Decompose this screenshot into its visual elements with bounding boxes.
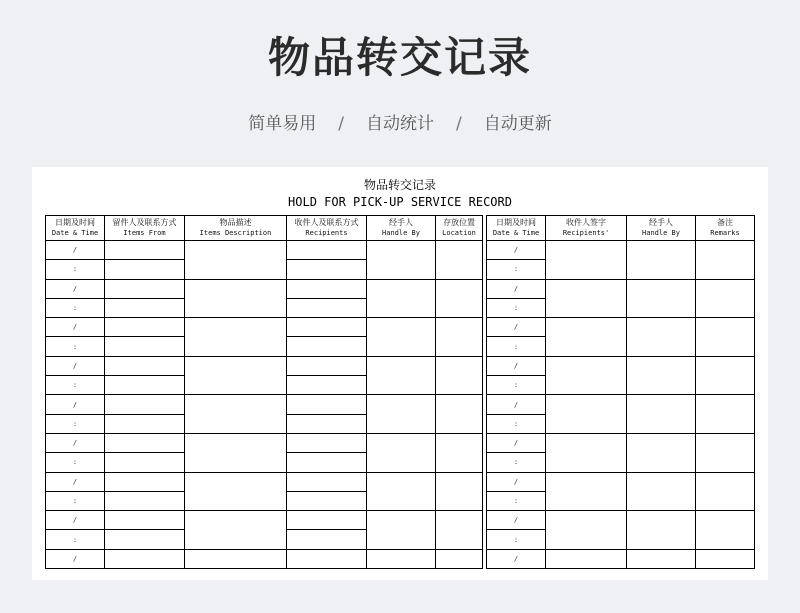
recipients-cell[interactable]	[287, 241, 367, 260]
items-from-cell[interactable]	[105, 414, 185, 433]
column-header-recipients-signature	[546, 216, 627, 241]
date-time-cell[interactable]: /	[46, 472, 105, 491]
handle-by-cell[interactable]	[627, 279, 696, 318]
handle-by-cell[interactable]	[627, 395, 696, 434]
date-time-cell[interactable]: /	[46, 279, 105, 298]
items-from-cell[interactable]	[105, 395, 185, 414]
items-description-cell[interactable]	[185, 395, 287, 434]
date-time-cell[interactable]: :	[487, 414, 546, 433]
items-description-cell[interactable]	[185, 511, 287, 550]
recipients-cell[interactable]	[287, 433, 367, 452]
items-description-cell[interactable]	[185, 472, 287, 511]
table-row	[487, 241, 755, 260]
recipients-cell[interactable]	[287, 549, 367, 568]
table-row	[46, 241, 483, 260]
date-time-cell[interactable]: :	[487, 491, 546, 510]
date-time-cell[interactable]: /	[487, 318, 546, 337]
handle-by-cell[interactable]	[627, 472, 696, 511]
handle-by-cell[interactable]	[627, 549, 696, 568]
handle-by-cell[interactable]	[367, 356, 436, 395]
date-time-cell[interactable]: /	[46, 241, 105, 260]
recipients-cell[interactable]	[287, 472, 367, 491]
handle-by-cell[interactable]	[367, 395, 436, 434]
date-time-cell[interactable]: /	[487, 549, 546, 568]
date-time-cell[interactable]: /	[46, 433, 105, 452]
items-from-cell[interactable]	[105, 279, 185, 298]
items-from-cell[interactable]	[105, 376, 185, 395]
date-time-cell[interactable]: :	[46, 414, 105, 433]
table-header-row	[46, 216, 483, 241]
column-header-en: Remarks	[710, 229, 740, 237]
column-header-remarks	[696, 216, 755, 241]
date-time-cell[interactable]: /	[46, 395, 105, 414]
date-time-cell[interactable]: /	[487, 511, 546, 530]
remarks-cell[interactable]	[696, 356, 755, 395]
date-time-cell[interactable]: :	[46, 453, 105, 472]
date-time-cell[interactable]: :	[46, 260, 105, 279]
recipients-signature-cell[interactable]	[546, 472, 627, 511]
items-description-cell[interactable]	[185, 241, 287, 280]
recipients-cell[interactable]	[287, 414, 367, 433]
date-time-cell[interactable]: /	[46, 356, 105, 375]
recipients-cell[interactable]	[287, 279, 367, 298]
date-time-cell[interactable]: :	[487, 337, 546, 356]
handle-by-cell[interactable]	[367, 433, 436, 472]
column-header-en: Recipients'	[562, 229, 610, 237]
table-row	[487, 511, 755, 530]
location-cell[interactable]	[436, 395, 483, 434]
location-cell[interactable]	[436, 356, 483, 395]
recipients-cell[interactable]	[287, 337, 367, 356]
table-row	[487, 279, 755, 298]
items-from-cell[interactable]	[105, 511, 185, 530]
handle-by-cell[interactable]	[367, 241, 436, 280]
date-time-cell[interactable]: /	[487, 433, 546, 452]
table-header-row	[487, 216, 755, 241]
column-header-handle-by	[627, 216, 696, 241]
items-from-cell[interactable]	[105, 491, 185, 510]
date-time-cell[interactable]: :	[487, 298, 546, 317]
items-description-cell[interactable]	[185, 356, 287, 395]
tagline-easy: 简单易用	[248, 114, 317, 134]
date-time-cell[interactable]: /	[46, 511, 105, 530]
date-time-cell[interactable]: /	[487, 279, 546, 298]
column-header-en: Recipients	[305, 229, 348, 237]
column-header-cn: 经手人	[649, 218, 673, 227]
table-row	[487, 318, 755, 337]
location-cell[interactable]	[436, 318, 483, 357]
column-header-cn: 日期及时间	[55, 218, 95, 227]
column-header-date-time	[487, 216, 546, 241]
column-header-cn: 留件人及联系方式	[112, 218, 177, 227]
remarks-cell[interactable]	[696, 511, 755, 550]
page-title: 物品转交记录	[267, 33, 532, 82]
recipients-cell[interactable]	[287, 530, 367, 549]
table-row	[46, 356, 483, 375]
tagline	[0, 112, 800, 136]
location-cell[interactable]	[436, 433, 483, 472]
column-header-en: Date & Time	[492, 229, 540, 237]
date-time-cell[interactable]: :	[46, 491, 105, 510]
handle-by-cell[interactable]	[367, 549, 436, 568]
tagline-auto-update: 自动更新	[483, 114, 552, 134]
location-cell[interactable]	[436, 241, 483, 280]
remarks-cell[interactable]	[696, 279, 755, 318]
date-time-cell[interactable]: /	[487, 472, 546, 491]
table-row	[487, 472, 755, 491]
column-header-handle-by	[367, 216, 436, 241]
column-header-cn: 备注	[717, 218, 733, 227]
sheet-title-cn: 物品转交记录	[363, 178, 436, 192]
recipients-cell[interactable]	[287, 260, 367, 279]
recipients-cell[interactable]	[287, 511, 367, 530]
date-time-cell[interactable]: :	[487, 376, 546, 395]
column-header-items-from	[105, 216, 185, 241]
table-row	[46, 279, 483, 298]
recipients-signature-cell[interactable]	[546, 241, 627, 280]
remarks-cell[interactable]	[696, 433, 755, 472]
column-header-en: Handle By	[382, 229, 420, 237]
table-row	[46, 318, 483, 337]
handle-by-cell[interactable]	[367, 511, 436, 550]
column-header-cn: 收件人及联系方式	[294, 218, 359, 227]
date-time-cell[interactable]: :	[46, 376, 105, 395]
column-header-cn: 物品描述	[219, 218, 252, 227]
items-from-cell[interactable]	[105, 241, 185, 260]
handle-by-cell[interactable]	[627, 511, 696, 550]
recipients-signature-cell[interactable]	[546, 549, 627, 568]
date-time-cell[interactable]: :	[487, 530, 546, 549]
date-time-cell[interactable]: :	[487, 260, 546, 279]
column-header-cn: 经手人	[389, 218, 413, 227]
tagline-separator: /	[456, 114, 462, 134]
column-header-location	[436, 216, 483, 241]
items-from-cell[interactable]	[105, 530, 185, 549]
recipients-signature-cell[interactable]	[546, 433, 627, 472]
handle-by-cell[interactable]	[627, 433, 696, 472]
location-cell[interactable]	[436, 472, 483, 511]
record-sheet	[32, 167, 768, 580]
left-record-table	[45, 215, 483, 569]
recipients-signature-cell[interactable]	[546, 511, 627, 550]
column-header-en: Location	[442, 229, 476, 237]
column-header-en: Date & Time	[51, 229, 99, 237]
remarks-cell[interactable]	[696, 395, 755, 434]
table-row	[46, 549, 483, 568]
table-row	[487, 433, 755, 452]
recipients-cell[interactable]	[287, 453, 367, 472]
recipients-signature-cell[interactable]	[546, 279, 627, 318]
items-from-cell[interactable]	[105, 356, 185, 375]
items-description-cell[interactable]	[185, 279, 287, 318]
recipients-signature-cell[interactable]	[546, 318, 627, 357]
column-header-en: Items From	[123, 229, 166, 237]
date-time-cell[interactable]: :	[46, 337, 105, 356]
right-record-table	[486, 215, 755, 569]
recipients-signature-cell[interactable]	[546, 356, 627, 395]
recipients-cell[interactable]	[287, 395, 367, 414]
date-time-cell[interactable]: :	[487, 453, 546, 472]
recipients-signature-cell[interactable]	[546, 395, 627, 434]
handle-by-cell[interactable]	[367, 279, 436, 318]
column-header-cn: 存放位置	[443, 218, 475, 227]
remarks-cell[interactable]	[696, 318, 755, 357]
recipients-cell[interactable]	[287, 298, 367, 317]
handle-by-cell[interactable]	[627, 318, 696, 357]
recipients-cell[interactable]	[287, 376, 367, 395]
tagline-separator: /	[338, 114, 344, 134]
handle-by-cell[interactable]	[367, 472, 436, 511]
items-from-cell[interactable]	[105, 318, 185, 337]
items-description-cell[interactable]	[185, 549, 287, 568]
remarks-cell[interactable]	[696, 549, 755, 568]
table-row	[487, 356, 755, 375]
items-from-cell[interactable]	[105, 472, 185, 491]
items-from-cell[interactable]	[105, 433, 185, 452]
date-time-cell[interactable]: /	[46, 318, 105, 337]
recipients-cell[interactable]	[287, 356, 367, 375]
sheet-title-en: HOLD FOR PICK-UP SERVICE RECORD	[288, 195, 512, 209]
date-time-cell[interactable]: :	[46, 298, 105, 317]
tagline-auto-stats: 自动统计	[366, 114, 434, 134]
table-row	[46, 395, 483, 414]
items-description-cell[interactable]	[185, 433, 287, 472]
items-from-cell[interactable]	[105, 260, 185, 279]
table-row	[46, 433, 483, 452]
items-from-cell[interactable]	[105, 337, 185, 356]
table-row	[46, 511, 483, 530]
remarks-cell[interactable]	[696, 241, 755, 280]
items-description-cell[interactable]	[185, 318, 287, 357]
handle-by-cell[interactable]	[367, 318, 436, 357]
recipients-cell[interactable]	[287, 318, 367, 337]
location-cell[interactable]	[436, 511, 483, 550]
column-header-date-time	[46, 216, 105, 241]
items-from-cell[interactable]	[105, 453, 185, 472]
column-header-items-description	[185, 216, 287, 241]
items-from-cell[interactable]	[105, 549, 185, 568]
remarks-cell[interactable]	[696, 472, 755, 511]
location-cell[interactable]	[436, 279, 483, 318]
handle-by-cell[interactable]	[627, 241, 696, 280]
date-time-cell[interactable]: :	[46, 530, 105, 549]
date-time-cell[interactable]: /	[46, 549, 105, 568]
column-header-cn: 收件人签字	[566, 218, 606, 227]
table-row	[487, 395, 755, 414]
column-header-en: Items Description	[199, 229, 272, 237]
date-time-cell[interactable]: /	[487, 241, 546, 260]
handle-by-cell[interactable]	[627, 356, 696, 395]
location-cell[interactable]	[436, 549, 483, 568]
column-header-recipients	[287, 216, 367, 241]
date-time-cell[interactable]: /	[487, 395, 546, 414]
table-row	[46, 472, 483, 491]
column-header-cn: 日期及时间	[496, 218, 536, 227]
recipients-cell[interactable]	[287, 491, 367, 510]
date-time-cell[interactable]: /	[487, 356, 546, 375]
column-header-en: Handle By	[642, 229, 680, 237]
items-from-cell[interactable]	[105, 298, 185, 317]
table-row	[487, 549, 755, 568]
